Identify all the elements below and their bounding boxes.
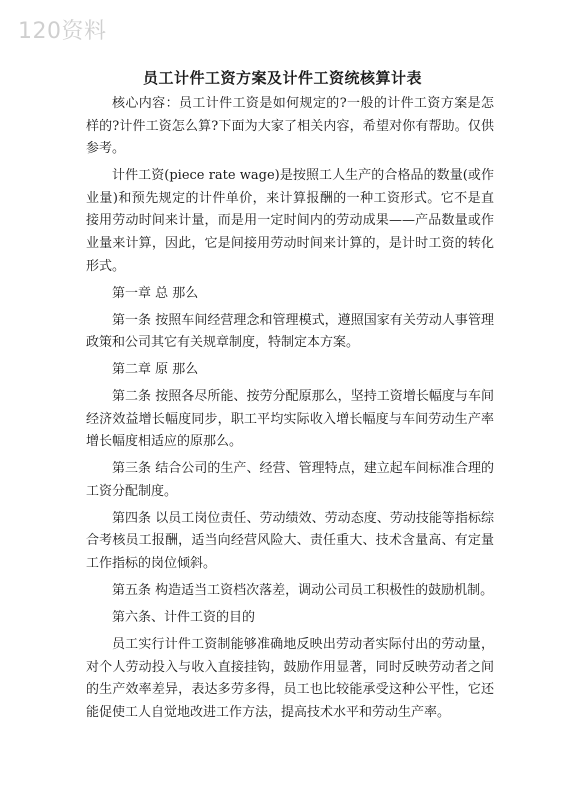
article-6-heading: 第六条、计件工资的目的 bbox=[112, 609, 256, 625]
paragraph-purpose: 员工实行计件工资制能够准确地反映出劳动者实际付出的劳动量，对个人劳动投入与收入直接挂钩，鼓励作用显著，同时反映劳动者之间的生产效率差异，表达多劳多得，员工也比较能承受这种公平性，它还能促使工人自觉地改进工作方法，提高技术水平和劳动生产率。 bbox=[86, 636, 494, 720]
article-3: 第三条 结合公司的生产、经营、管理特点，建立起车间标准合理的工资分配制度。 bbox=[86, 461, 494, 499]
chapter-heading-general: 第一章 总 那么 bbox=[112, 285, 199, 301]
article-4: 第四条 以员工岗位责任、劳动绩效、劳动态度、劳动技能等指标综合考核员工报酬，适当向经营风险大、责任重大、技术含量高、有定量工作指标的岗位倾斜。 bbox=[86, 510, 494, 572]
paragraph-core-content: 核心内容：员工计件工资是如何规定的?一般的计件工资方案是怎样的?计件工资怎么算?下面为大家了相关内容，希望对你有帮助。仅供参考。 bbox=[86, 96, 494, 157]
article-2: 第二条 按照各尽所能、按劳分配原那么，坚持工资增长幅度与车间经济效益增长幅度同步，职工平均实际收入增长幅度与车间劳动生产率增长幅度相适应的原那么。 bbox=[86, 389, 494, 450]
paragraph-definition: 计件工资(piece rate wage)是按照工人生产的合格品的数量(或作业量)和预先规定的计件单价，来计算报酬的一种工资形式。它不是直接用劳动时间来计量，而是用一定时间内的劳动成果——产品数量或作业量来计算，因此，它是间接用劳动时间来计算的，是计时工资的转化形式。 bbox=[86, 168, 494, 274]
document-body bbox=[86, 93, 494, 729]
article-5: 第五条 构造适当工资档次落差，调动公司员工积极性的鼓励机制。 bbox=[112, 583, 494, 598]
chapter-heading-principles: 第二章 原 那么 bbox=[112, 362, 199, 378]
document-title: 员工计件工资方案及计件工资统核算计表 bbox=[142, 69, 422, 87]
watermark: 120资料 bbox=[18, 19, 107, 44]
article-1: 第一条 按照车间经营理念和管理模式，遵照国家有关劳动人事管理政策和公司其它有关规章制度，特制定本方案。 bbox=[86, 312, 494, 351]
